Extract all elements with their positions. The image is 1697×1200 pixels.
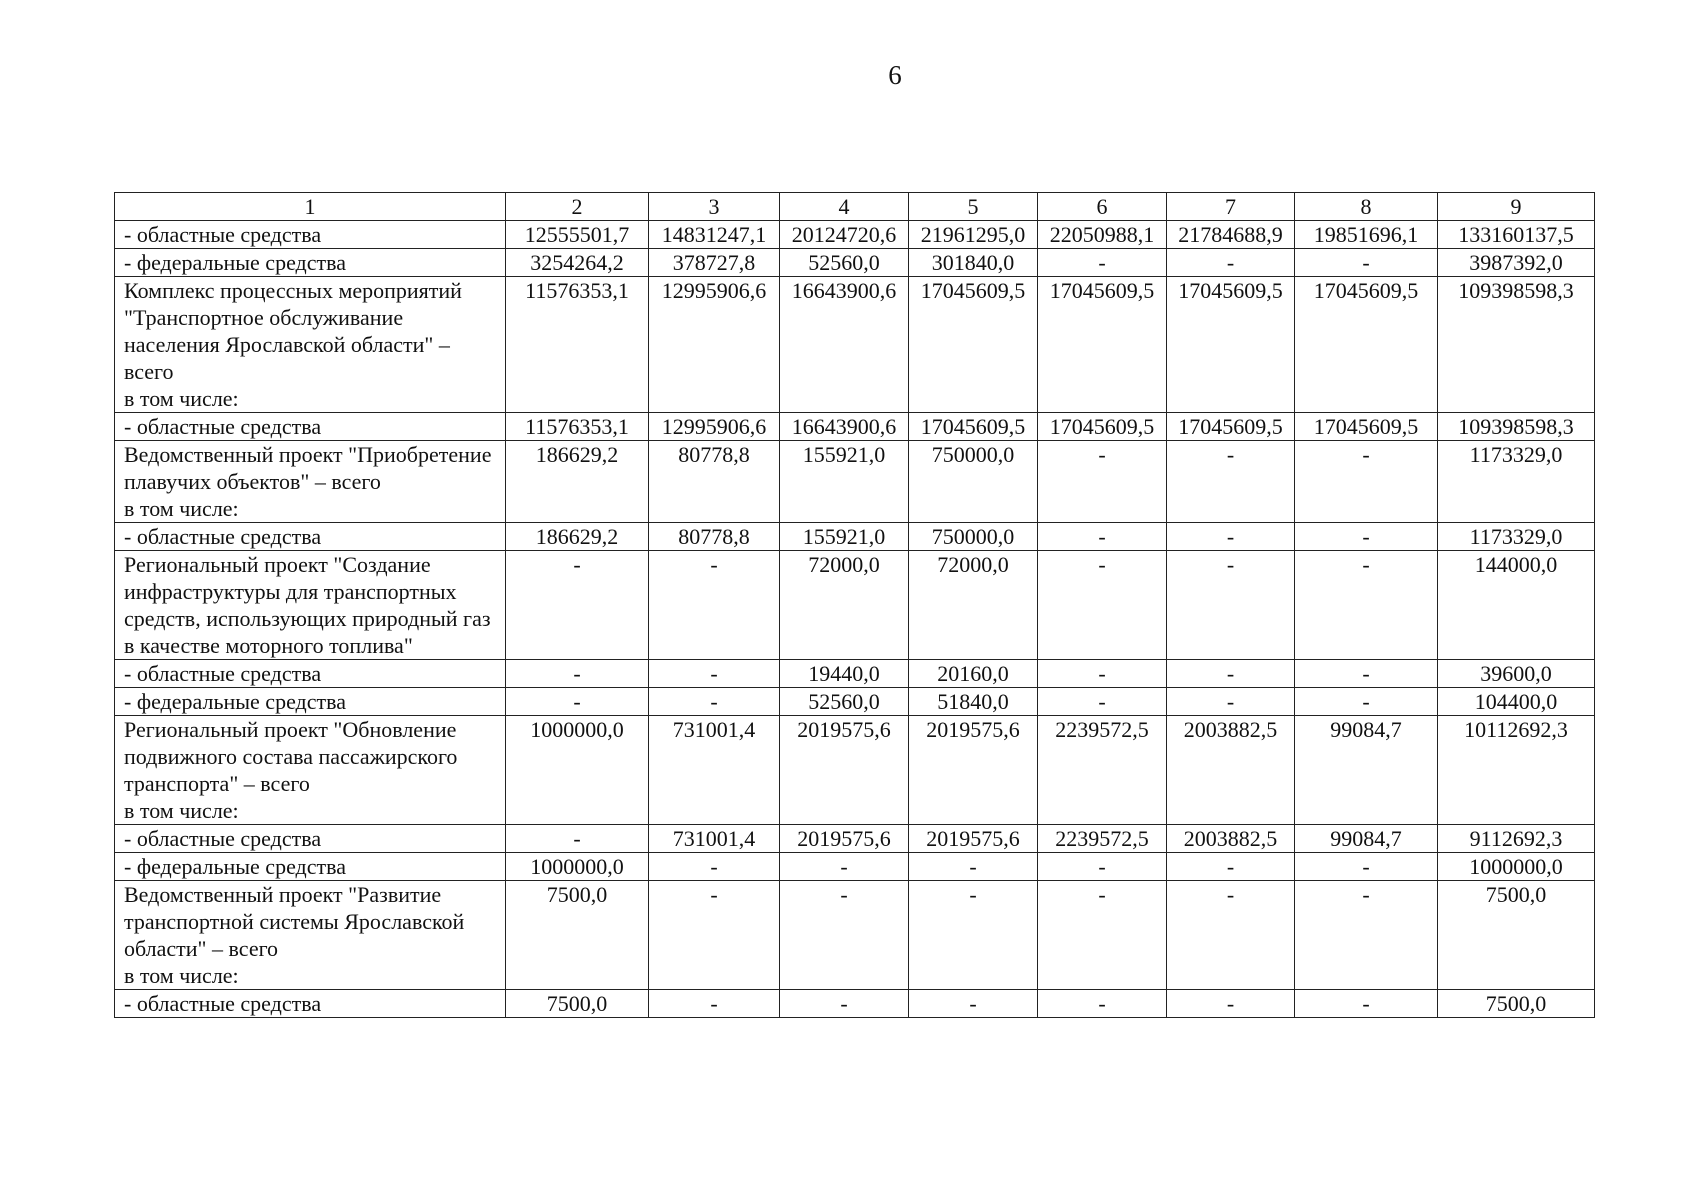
table-row <box>115 413 1595 441</box>
table-body <box>115 193 1595 1018</box>
table-cell: 1000000,0 <box>506 853 649 881</box>
table-cell: - <box>649 551 780 660</box>
table-cell: - <box>1295 660 1438 688</box>
table-cell: 133160137,5 <box>1438 221 1595 249</box>
table-cell: - <box>1038 441 1167 523</box>
table-cell: - <box>1038 688 1167 716</box>
column-header: 3 <box>649 193 780 221</box>
table-cell: 12555501,7 <box>506 221 649 249</box>
table-cell: - <box>1038 990 1167 1018</box>
table-cell: 2019575,6 <box>780 716 909 825</box>
table-cell: - <box>1038 249 1167 277</box>
table-cell: - <box>780 853 909 881</box>
table-cell: 186629,2 <box>506 523 649 551</box>
column-header: 7 <box>1167 193 1295 221</box>
table-cell: - <box>909 881 1038 990</box>
header-row <box>115 193 1595 221</box>
column-header: 5 <box>909 193 1038 221</box>
table-cell: - <box>1295 990 1438 1018</box>
table-cell: 7500,0 <box>506 881 649 990</box>
table-cell: - <box>649 990 780 1018</box>
table-cell: 14831247,1 <box>649 221 780 249</box>
table-row <box>115 660 1595 688</box>
table-row <box>115 221 1595 249</box>
row-label: - областные средства <box>115 825 506 853</box>
table-cell: 16643900,6 <box>780 413 909 441</box>
row-label: Ведомственный проект "Приобретение плавучих объектов" – всего в том числе: <box>115 441 506 523</box>
table-cell: 22050988,1 <box>1038 221 1167 249</box>
table-cell: - <box>1038 853 1167 881</box>
table-cell: - <box>506 660 649 688</box>
table-cell: 144000,0 <box>1438 551 1595 660</box>
row-label: Ведомственный проект "Развитие транспортной системы Ярославской области" – всего в том числе: <box>115 881 506 990</box>
table-cell: 17045609,5 <box>1295 413 1438 441</box>
table-cell: - <box>780 881 909 990</box>
table-cell: 301840,0 <box>909 249 1038 277</box>
table-cell: 12995906,6 <box>649 413 780 441</box>
table-cell: 17045609,5 <box>1167 277 1295 413</box>
table-cell: 2019575,6 <box>909 716 1038 825</box>
table-cell: 3987392,0 <box>1438 249 1595 277</box>
column-header: 8 <box>1295 193 1438 221</box>
table-cell: - <box>506 825 649 853</box>
table-cell: 731001,4 <box>649 825 780 853</box>
table-cell: - <box>1295 551 1438 660</box>
table-cell: 10112692,3 <box>1438 716 1595 825</box>
row-label: - федеральные средства <box>115 853 506 881</box>
table-cell: 378727,8 <box>649 249 780 277</box>
table-cell: - <box>506 551 649 660</box>
table-cell: 11576353,1 <box>506 277 649 413</box>
table-cell: 52560,0 <box>780 688 909 716</box>
table-cell: 17045609,5 <box>909 413 1038 441</box>
table-row <box>115 523 1595 551</box>
row-label: Региональный проект "Обновление подвижного состава пассажирского транспорта" – всего в том числе: <box>115 716 506 825</box>
table-row <box>115 551 1595 660</box>
table-cell: - <box>1167 990 1295 1018</box>
table-cell: - <box>649 881 780 990</box>
table-cell: 750000,0 <box>909 523 1038 551</box>
table-cell: 1173329,0 <box>1438 441 1595 523</box>
table-cell: 19440,0 <box>780 660 909 688</box>
table-cell: 20124720,6 <box>780 221 909 249</box>
table-cell: 11576353,1 <box>506 413 649 441</box>
table-cell: 80778,8 <box>649 523 780 551</box>
table-cell: 16643900,6 <box>780 277 909 413</box>
column-header: 2 <box>506 193 649 221</box>
column-header: 1 <box>115 193 506 221</box>
column-header: 9 <box>1438 193 1595 221</box>
table-cell: - <box>1038 551 1167 660</box>
table-cell: 21961295,0 <box>909 221 1038 249</box>
table-cell: - <box>1295 441 1438 523</box>
column-header: 6 <box>1038 193 1167 221</box>
table-cell: 52560,0 <box>780 249 909 277</box>
table-cell: - <box>1167 441 1295 523</box>
table-cell: - <box>1167 688 1295 716</box>
table-cell: 750000,0 <box>909 441 1038 523</box>
table-row <box>115 881 1595 990</box>
table-cell: 51840,0 <box>909 688 1038 716</box>
table-cell: 17045609,5 <box>909 277 1038 413</box>
table-cell: - <box>1295 881 1438 990</box>
table-cell: - <box>1167 551 1295 660</box>
table-cell: 2019575,6 <box>909 825 1038 853</box>
table-cell: 99084,7 <box>1295 716 1438 825</box>
table-cell: 7500,0 <box>506 990 649 1018</box>
table-row <box>115 249 1595 277</box>
row-label: - областные средства <box>115 523 506 551</box>
table-cell: 20160,0 <box>909 660 1038 688</box>
table-cell: - <box>909 853 1038 881</box>
table-cell: 1000000,0 <box>1438 853 1595 881</box>
table-cell: - <box>506 688 649 716</box>
table-row <box>115 825 1595 853</box>
table-cell: 7500,0 <box>1438 881 1595 990</box>
page-number: 6 <box>888 60 902 90</box>
table-cell: 186629,2 <box>506 441 649 523</box>
table-cell: - <box>1167 881 1295 990</box>
table-row <box>115 716 1595 825</box>
table-cell: 72000,0 <box>909 551 1038 660</box>
table-cell: 72000,0 <box>780 551 909 660</box>
table-cell: 109398598,3 <box>1438 413 1595 441</box>
table-cell: - <box>649 660 780 688</box>
row-label: - областные средства <box>115 413 506 441</box>
table-cell: 17045609,5 <box>1038 413 1167 441</box>
financing-table <box>114 192 1595 1018</box>
row-label: - областные средства <box>115 660 506 688</box>
table-cell: 17045609,5 <box>1038 277 1167 413</box>
table-cell: 731001,4 <box>649 716 780 825</box>
table-cell: 17045609,5 <box>1295 277 1438 413</box>
table-cell: 155921,0 <box>780 523 909 551</box>
table-cell: 19851696,1 <box>1295 221 1438 249</box>
table-cell: - <box>1295 523 1438 551</box>
row-label: - федеральные средства <box>115 249 506 277</box>
table-cell: 1000000,0 <box>506 716 649 825</box>
table-cell: 80778,8 <box>649 441 780 523</box>
table-row <box>115 688 1595 716</box>
table-row <box>115 441 1595 523</box>
table-cell: - <box>1295 249 1438 277</box>
table-cell: - <box>1038 881 1167 990</box>
table-cell: - <box>1167 249 1295 277</box>
table-cell: 99084,7 <box>1295 825 1438 853</box>
table-cell: - <box>909 990 1038 1018</box>
table-row <box>115 277 1595 413</box>
table-cell: - <box>1038 523 1167 551</box>
table-cell: - <box>780 990 909 1018</box>
table-cell: - <box>649 853 780 881</box>
table-cell: 2003882,5 <box>1167 825 1295 853</box>
table-cell: 155921,0 <box>780 441 909 523</box>
table-cell: - <box>1038 660 1167 688</box>
table-cell: 2003882,5 <box>1167 716 1295 825</box>
table-cell: 21784688,9 <box>1167 221 1295 249</box>
row-label: Региональный проект "Создание инфраструктуры для транспортных средств, использующих природный газ в качестве моторного топлива" <box>115 551 506 660</box>
table-cell: 109398598,3 <box>1438 277 1595 413</box>
column-header: 4 <box>780 193 909 221</box>
table-cell: 1173329,0 <box>1438 523 1595 551</box>
table-cell: - <box>1167 660 1295 688</box>
row-label: - областные средства <box>115 990 506 1018</box>
table-cell: - <box>1295 688 1438 716</box>
table-cell: 104400,0 <box>1438 688 1595 716</box>
table-cell: 2019575,6 <box>780 825 909 853</box>
table-cell: 3254264,2 <box>506 249 649 277</box>
row-label: - федеральные средства <box>115 688 506 716</box>
table-cell: 17045609,5 <box>1167 413 1295 441</box>
table-cell: 2239572,5 <box>1038 825 1167 853</box>
table-row <box>115 990 1595 1018</box>
table-row <box>115 853 1595 881</box>
table-cell: - <box>649 688 780 716</box>
table-cell: 2239572,5 <box>1038 716 1167 825</box>
table-cell: - <box>1295 853 1438 881</box>
table-cell: - <box>1167 523 1295 551</box>
table-cell: - <box>1167 853 1295 881</box>
table-cell: 39600,0 <box>1438 660 1595 688</box>
row-label: - областные средства <box>115 221 506 249</box>
table-cell: 12995906,6 <box>649 277 780 413</box>
table-cell: 9112692,3 <box>1438 825 1595 853</box>
table-cell: 7500,0 <box>1438 990 1595 1018</box>
row-label: Комплекс процессных мероприятий "Транспортное обслуживание населения Ярославской области" – всего в том числе: <box>115 277 506 413</box>
